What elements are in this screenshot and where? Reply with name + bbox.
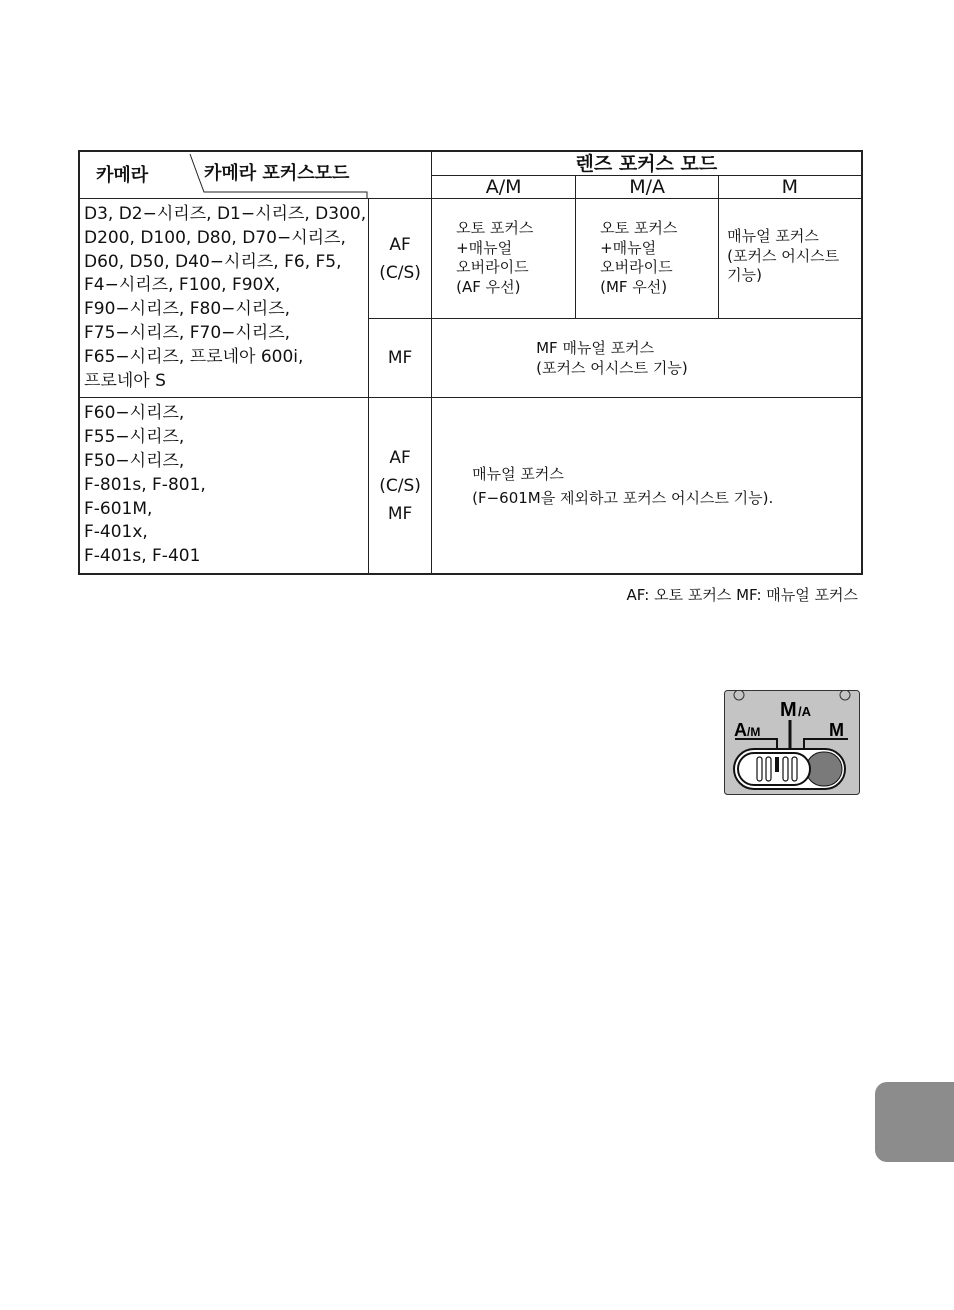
camera-line: F50−시리즈, (84, 450, 185, 471)
header-camera-cell (79, 151, 432, 199)
camera-line: F-401s, F-401 (84, 546, 201, 567)
camera-line: F65−시리즈, 프로네아 600i, (84, 346, 304, 367)
camera-line: F90−시리즈, F80−시리즈, (84, 299, 291, 320)
switch-track-dark-end (806, 752, 842, 786)
cell-line: (AF 우선) (456, 277, 521, 296)
label-am-m: /M (747, 725, 761, 739)
cell-line: (포커스 어시스트 (727, 246, 840, 265)
label-ma-m: M (780, 699, 797, 721)
label-am-a: A (734, 720, 747, 740)
camera-line: F75−시리즈, F70−시리즈, (84, 322, 291, 343)
ma-af-cell (576, 199, 719, 319)
m-af-cell (719, 199, 862, 319)
cell-line: (포커스 어시스트 기능) (536, 358, 688, 377)
lens-focus-mode-table (78, 150, 863, 575)
label-m: M (829, 720, 844, 740)
cell-line: +매뉴얼 (600, 238, 657, 257)
label-ma-a: /A (798, 704, 811, 719)
cell-line: 오버라이드 (456, 258, 529, 276)
camera-line: D60, D50, D40−시리즈, F6, F5, (84, 251, 342, 272)
camera-line: D200, D100, D80, D70−시리즈, (84, 227, 346, 248)
mode-line: (C/S) (379, 475, 421, 496)
am-af-cell (432, 199, 576, 319)
header-camera: 카메라 (96, 165, 149, 186)
mf-manual-focus-cell (432, 319, 862, 398)
camera-line: F4−시리즈, F100, F90X, (84, 275, 281, 296)
cell-line: 오버라이드 (600, 258, 673, 276)
header-camera-focus-mode: 카메라 포커스모드 (204, 163, 350, 184)
af-mf-mode-cell (369, 398, 432, 574)
cell-line: +매뉴얼 (456, 238, 513, 257)
mode-line: AF (389, 447, 411, 468)
camera-line: F-601M, (84, 498, 153, 519)
manual-focus-cell-group2 (432, 398, 862, 574)
camera-line: F55−시리즈, (84, 427, 185, 448)
camera-line: D3, D2−시리즈, D1−시리즈, D300, (84, 204, 367, 224)
cell-line: (MF 우선) (600, 277, 668, 296)
cell-line: 매뉴얼 포커스 (472, 464, 564, 483)
camera-list-group1 (79, 199, 369, 398)
cell-line: MF 매뉴얼 포커스 (536, 339, 655, 358)
cell-line: 오토 포커스 (600, 219, 678, 237)
header-mode-ma: M/A (576, 176, 719, 199)
header-mode-am: A/M (432, 176, 576, 199)
cell-line: (F−601M을 제외하고 포커스 어시스트 기능). (472, 488, 774, 507)
camera-line: 프로네아 S (84, 370, 166, 391)
mode-line: AF (389, 234, 411, 255)
camera-list-group2 (79, 398, 369, 574)
mf-mode-cell: MF (369, 319, 432, 398)
cell-line: 오토 포커스 (456, 219, 534, 237)
switch-knob (738, 753, 810, 785)
camera-line: F60−시리즈, (84, 403, 185, 424)
header-lens-focus-mode: 렌즈 포커스 모드 (432, 151, 862, 176)
page-edge-tab (875, 1082, 954, 1162)
cell-line: 기능) (727, 266, 762, 284)
af-mode-cell (369, 199, 432, 319)
knob-mark (775, 757, 779, 772)
footnote-legend: AF: 오토 포커스 MF: 매뉴얼 포커스 (626, 586, 858, 604)
mode-line: (C/S) (379, 262, 421, 283)
camera-line: F-401x, (84, 522, 148, 543)
mode-line: MF (387, 503, 413, 524)
focus-mode-switch-illustration (724, 690, 860, 795)
header-mode-m: M (719, 176, 862, 199)
cell-line: 매뉴얼 포커스 (727, 227, 819, 245)
camera-line: F-801s, F-801, (84, 474, 206, 495)
